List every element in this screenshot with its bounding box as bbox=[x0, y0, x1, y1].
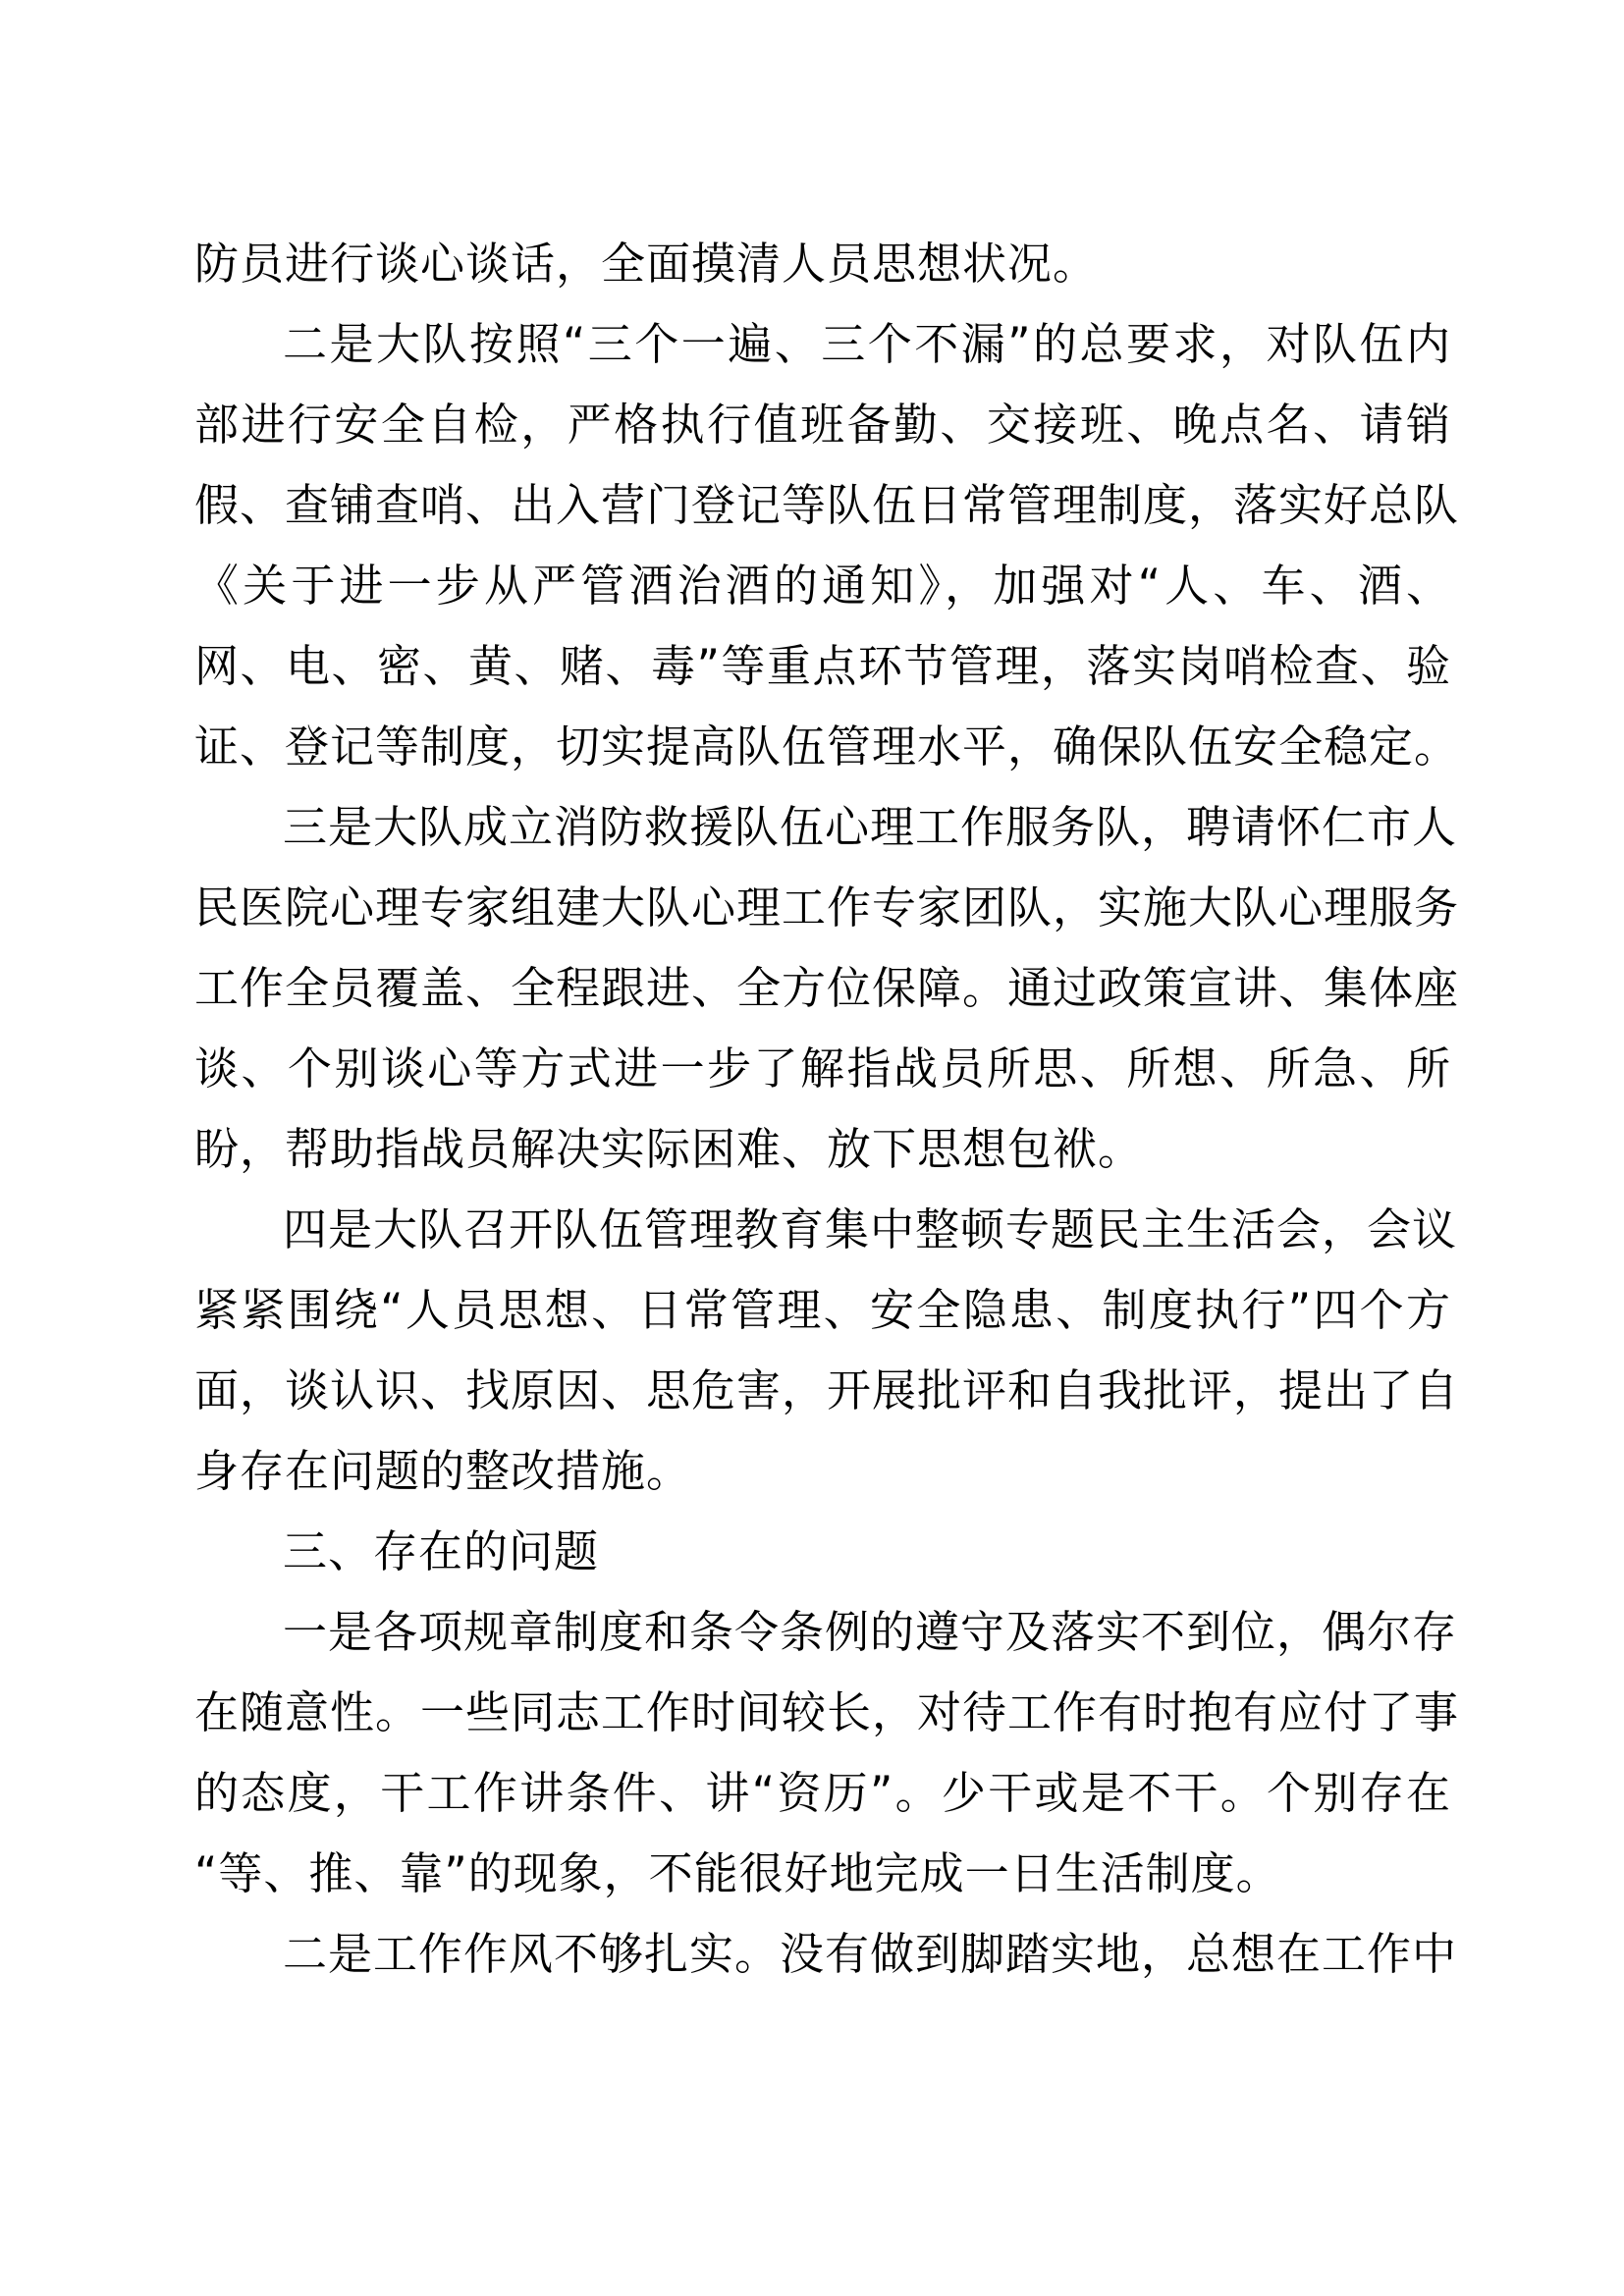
text-line: 紧紧围绕“人员思想、日常管理、安全隐患、制度执行”四个方 bbox=[194, 1284, 1451, 1336]
paragraph-start-line: 二是工作作风不够扎实。没有做到脚踏实地，总想在工作中 bbox=[283, 1928, 1458, 1980]
section-heading: 三、存在的问题 bbox=[283, 1525, 600, 1577]
body-text bbox=[194, 224, 1460, 1995]
paragraph-start-line: 一是各项规章制度和条令条例的遵守及落实不到位，偶尔存 bbox=[283, 1606, 1458, 1658]
text-line: 在随意性。一些同志工作时间较长，对待工作有时抱有应付了事 bbox=[194, 1686, 1460, 1738]
text-line: 《关于进一步从严管酒治酒的通知》，加强对“人、车、酒、 bbox=[194, 560, 1451, 612]
text-line: 面，谈认识、找原因、思危害，开展批评和自我批评，提出了自 bbox=[194, 1364, 1460, 1416]
text-line: 谈、个别谈心等方式进一步了解指战员所思、所想、所急、所 bbox=[194, 1042, 1451, 1095]
paragraph-start-line: 四是大队召开队伍管理教育集中整顿专题民主生活会，会议 bbox=[283, 1203, 1458, 1255]
text-line: 身存在问题的整改措施。 bbox=[194, 1445, 692, 1497]
paragraph-start-line: 二是大队按照“三个一遍、三个不漏”的总要求，对队伍内 bbox=[283, 318, 1451, 370]
text-line: “等、推、靠”的现象，不能很好地完成一日生活制度。 bbox=[194, 1847, 1281, 1899]
text-line: 假、查铺查哨、出入营门登记等队伍日常管理制度，落实好总队 bbox=[194, 479, 1460, 531]
text-line: 证、登记等制度，切实提高队伍管理水平，确保队伍安全稳定。 bbox=[194, 721, 1460, 773]
text-line: 的态度，干工作讲条件、讲“资历”。少干或是不干。个别存在 bbox=[194, 1767, 1451, 1819]
text-line: 部进行安全自检，严格执行值班备勤、交接班、晚点名、请销 bbox=[194, 399, 1451, 451]
paragraph-start-line: 三是大队成立消防救援队伍心理工作服务队，聘请怀仁市人 bbox=[283, 801, 1458, 853]
text-line: 网、电、密、黄、赌、毒”等重点环节管理，落实岗哨检查、验 bbox=[194, 640, 1451, 692]
text-line: 工作全员覆盖、全程跟进、全方位保障。通过政策宣讲、集体座 bbox=[194, 962, 1460, 1014]
text-line: 防员进行谈心谈话，全面摸清人员思想状况。 bbox=[194, 238, 1099, 290]
text-line: 盼，帮助指战员解决实际困难、放下思想包袱。 bbox=[194, 1123, 1144, 1175]
text-line: 民医院心理专家组建大队心理工作专家团队，实施大队心理服务 bbox=[194, 881, 1460, 934]
